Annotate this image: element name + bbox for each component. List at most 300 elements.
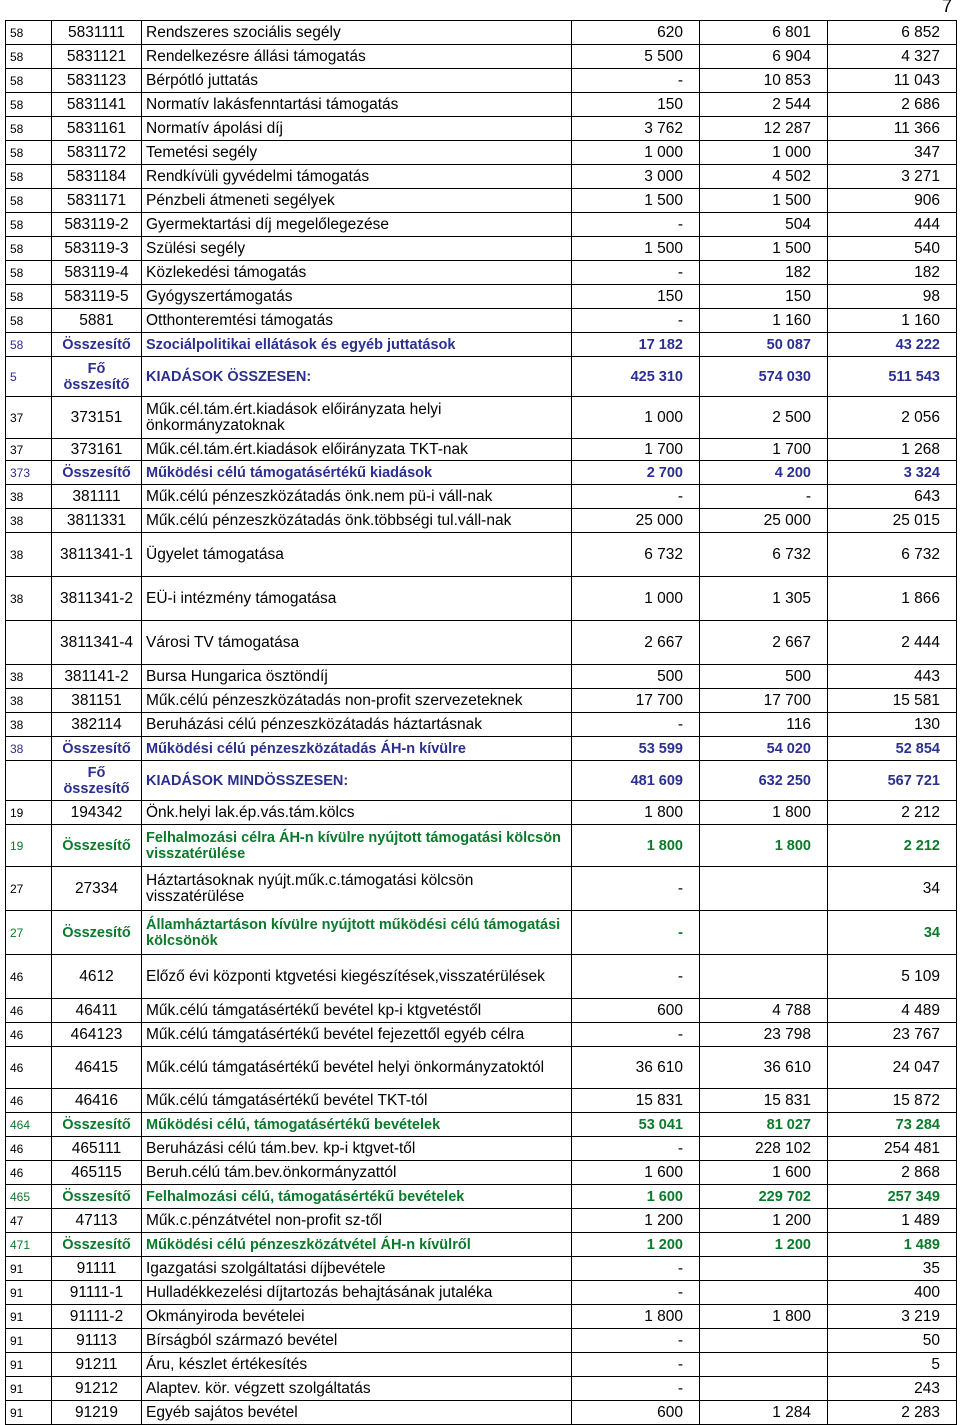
cell-group: 38 — [6, 665, 52, 689]
cell-description: Otthonteremtési támogatás — [142, 309, 572, 333]
table-row — [6, 1113, 957, 1137]
cell-value-1: 600 — [572, 999, 700, 1023]
cell-value-1: 53 599 — [572, 737, 700, 761]
cell-group: 38 — [6, 689, 52, 713]
cell-description: Temetési segély — [142, 141, 572, 165]
cell-value-2 — [700, 911, 828, 955]
cell-description: Gyógyszertámogatás — [142, 285, 572, 309]
cell-value-3: 643 — [828, 485, 957, 509]
cell-group: 471 — [6, 1233, 52, 1257]
cell-value-2 — [700, 867, 828, 911]
cell-description: KIADÁSOK ÖSSZESEN: — [142, 357, 572, 397]
cell-code: 583119-5 — [52, 285, 142, 309]
table-row — [6, 1185, 957, 1209]
cell-value-3: 11 366 — [828, 117, 957, 141]
table-row — [6, 309, 957, 333]
cell-value-1: 17 700 — [572, 689, 700, 713]
cell-code: 47113 — [52, 1209, 142, 1233]
table-row — [6, 261, 957, 285]
cell-description: Bérpótló juttatás — [142, 69, 572, 93]
cell-description: Közlekedési támogatás — [142, 261, 572, 285]
table-row — [6, 1305, 957, 1329]
cell-value-1: 481 609 — [572, 761, 700, 801]
cell-code: 373151 — [52, 397, 142, 439]
cell-group: 27 — [6, 911, 52, 955]
cell-value-1: - — [572, 955, 700, 999]
table-row — [6, 577, 957, 621]
cell-group: 58 — [6, 165, 52, 189]
cell-value-1: 150 — [572, 285, 700, 309]
cell-group: 37 — [6, 439, 52, 461]
cell-value-3: 2 868 — [828, 1161, 957, 1185]
cell-group — [6, 621, 52, 665]
cell-value-2: 504 — [700, 213, 828, 237]
cell-description: Alaptev. kör. végzett szolgáltatás — [142, 1377, 572, 1401]
cell-value-2: 182 — [700, 261, 828, 285]
cell-group: 91 — [6, 1377, 52, 1401]
table-row — [6, 21, 957, 45]
cell-description: Hulladékkezelési díjtartozás behajtásának jutaléka — [142, 1281, 572, 1305]
table-row — [6, 1377, 957, 1401]
cell-code: 583119-3 — [52, 237, 142, 261]
cell-group: 58 — [6, 93, 52, 117]
cell-description: Egyéb sajátos bevétel — [142, 1401, 572, 1425]
cell-value-1: - — [572, 1257, 700, 1281]
cell-description: Műk.célú pénzeszközátadás önk.többségi tul.váll-nak — [142, 509, 572, 533]
cell-value-2: 500 — [700, 665, 828, 689]
cell-group: 58 — [6, 285, 52, 309]
cell-group: 58 — [6, 213, 52, 237]
cell-description: Gyermektartási díj megelőlegezése — [142, 213, 572, 237]
cell-value-3: 98 — [828, 285, 957, 309]
cell-value-3: 1 489 — [828, 1209, 957, 1233]
cell-description: Pénzbeli átmeneti segélyek — [142, 189, 572, 213]
cell-value-2: 2 667 — [700, 621, 828, 665]
cell-group: 58 — [6, 261, 52, 285]
cell-value-3: 2 444 — [828, 621, 957, 665]
cell-value-3: 2 056 — [828, 397, 957, 439]
cell-code: Összesítő — [52, 737, 142, 761]
cell-group: 46 — [6, 955, 52, 999]
cell-code: 465111 — [52, 1137, 142, 1161]
cell-group: 38 — [6, 737, 52, 761]
cell-value-1: - — [572, 69, 700, 93]
cell-value-3: 15 872 — [828, 1089, 957, 1113]
cell-description: Beruházási célú tám.bev. kp-i ktgvet-től — [142, 1137, 572, 1161]
cell-value-3: 444 — [828, 213, 957, 237]
table-row — [6, 713, 957, 737]
table-row — [6, 801, 957, 825]
cell-value-1: - — [572, 713, 700, 737]
cell-group: 47 — [6, 1209, 52, 1233]
cell-description: Bursa Hungarica ösztöndíj — [142, 665, 572, 689]
cell-value-3: 34 — [828, 867, 957, 911]
cell-code: 5831184 — [52, 165, 142, 189]
cell-value-1: 620 — [572, 21, 700, 45]
cell-value-1: 3 000 — [572, 165, 700, 189]
cell-code: Összesítő — [52, 461, 142, 485]
cell-value-3: 257 349 — [828, 1185, 957, 1209]
cell-group: 58 — [6, 69, 52, 93]
cell-group: 19 — [6, 801, 52, 825]
cell-description: Városi TV támogatása — [142, 621, 572, 665]
cell-value-3: 443 — [828, 665, 957, 689]
cell-group: 46 — [6, 1023, 52, 1047]
cell-value-2: 4 788 — [700, 999, 828, 1023]
cell-value-2 — [700, 1377, 828, 1401]
cell-value-2: 17 700 — [700, 689, 828, 713]
cell-value-1: 5 500 — [572, 45, 700, 69]
table-row — [6, 689, 957, 713]
cell-group: 46 — [6, 1089, 52, 1113]
cell-code: 3811341-4 — [52, 621, 142, 665]
table-row — [6, 533, 957, 577]
cell-value-3: 2 212 — [828, 825, 957, 867]
cell-value-1: 1 500 — [572, 189, 700, 213]
cell-value-2: 1 700 — [700, 439, 828, 461]
cell-value-1: - — [572, 485, 700, 509]
cell-code: Összesítő — [52, 911, 142, 955]
cell-value-1: - — [572, 867, 700, 911]
cell-value-2: 4 200 — [700, 461, 828, 485]
cell-code: 464123 — [52, 1023, 142, 1047]
cell-group: 46 — [6, 1137, 52, 1161]
cell-group: 58 — [6, 45, 52, 69]
cell-value-3: 2 686 — [828, 93, 957, 117]
cell-description: Előző évi központi ktgvetési kiegészítések,visszatérülések — [142, 955, 572, 999]
table-row — [6, 165, 957, 189]
cell-value-1: 500 — [572, 665, 700, 689]
cell-value-2: 632 250 — [700, 761, 828, 801]
cell-group: 91 — [6, 1281, 52, 1305]
cell-value-3: 3 324 — [828, 461, 957, 485]
cell-value-2: 10 853 — [700, 69, 828, 93]
table-row — [6, 397, 957, 439]
cell-value-3: 6 732 — [828, 533, 957, 577]
cell-value-1: 1 800 — [572, 1305, 700, 1329]
cell-description: Beruházási célú pénzeszközátadás háztartásnak — [142, 713, 572, 737]
cell-value-1: - — [572, 1023, 700, 1047]
cell-value-3: 24 047 — [828, 1047, 957, 1089]
cell-description: Műk.célú támgatásértékű bevétel helyi önkormányzatoktól — [142, 1047, 572, 1089]
cell-group — [6, 761, 52, 801]
cell-group: 38 — [6, 713, 52, 737]
cell-code: 5831121 — [52, 45, 142, 69]
cell-code: Fő összesítő — [52, 357, 142, 397]
cell-value-2: 81 027 — [700, 1113, 828, 1137]
table-row — [6, 1089, 957, 1113]
cell-code: 5831172 — [52, 141, 142, 165]
cell-value-1: 1 000 — [572, 397, 700, 439]
cell-value-3: 243 — [828, 1377, 957, 1401]
cell-value-1: 2 700 — [572, 461, 700, 485]
cell-description: Háztartásoknak nyújt.műk.c.támogatási kölcsön visszatérülése — [142, 867, 572, 911]
cell-value-2: 1 800 — [700, 825, 828, 867]
cell-code: 46416 — [52, 1089, 142, 1113]
cell-value-3: 2 212 — [828, 801, 957, 825]
cell-value-2: 6 904 — [700, 45, 828, 69]
cell-value-1: 25 000 — [572, 509, 700, 533]
cell-value-3: 254 481 — [828, 1137, 957, 1161]
cell-value-1: - — [572, 911, 700, 955]
cell-value-2: 6 732 — [700, 533, 828, 577]
cell-value-1: - — [572, 1377, 700, 1401]
cell-code: 465115 — [52, 1161, 142, 1185]
cell-value-2: 1 800 — [700, 1305, 828, 1329]
cell-value-1: - — [572, 261, 700, 285]
cell-value-2: 1 800 — [700, 801, 828, 825]
table-row — [6, 621, 957, 665]
cell-group: 91 — [6, 1329, 52, 1353]
cell-value-2: 1 200 — [700, 1209, 828, 1233]
cell-value-2: 116 — [700, 713, 828, 737]
cell-description: Igazgatási szolgáltatási díjbevétele — [142, 1257, 572, 1281]
cell-code: 46411 — [52, 999, 142, 1023]
cell-value-1: 425 310 — [572, 357, 700, 397]
cell-description: Rendelkezésre állási támogatás — [142, 45, 572, 69]
cell-value-3: 511 543 — [828, 357, 957, 397]
cell-value-3: 3 219 — [828, 1305, 957, 1329]
cell-description: Műk.c.pénzátvétel non-profit sz-től — [142, 1209, 572, 1233]
cell-value-2: 54 020 — [700, 737, 828, 761]
cell-code: 91111 — [52, 1257, 142, 1281]
cell-value-1: 1 200 — [572, 1209, 700, 1233]
cell-group: 58 — [6, 141, 52, 165]
table-row — [6, 141, 957, 165]
cell-code: 381111 — [52, 485, 142, 509]
page-number: 7 — [941, 0, 952, 16]
cell-code: 5831161 — [52, 117, 142, 141]
cell-group: 37 — [6, 397, 52, 439]
cell-description: KIADÁSOK MINDÖSSZESEN: — [142, 761, 572, 801]
cell-description: Műk.célú támgatásértékű bevétel TKT-tól — [142, 1089, 572, 1113]
table-row — [6, 1329, 957, 1353]
table-row — [6, 1401, 957, 1425]
cell-group: 58 — [6, 237, 52, 261]
cell-value-1: - — [572, 1353, 700, 1377]
table-row — [6, 285, 957, 309]
cell-code: 583119-4 — [52, 261, 142, 285]
cell-description: Felhalmozási célú, támogatásértékű bevételek — [142, 1185, 572, 1209]
cell-value-1: - — [572, 309, 700, 333]
cell-description: Normatív lakásfenntartási támogatás — [142, 93, 572, 117]
cell-code: 381151 — [52, 689, 142, 713]
cell-value-2: 1 500 — [700, 189, 828, 213]
cell-value-3: 567 721 — [828, 761, 957, 801]
cell-value-1: - — [572, 1137, 700, 1161]
cell-value-3: 6 852 — [828, 21, 957, 45]
cell-code: 91111-1 — [52, 1281, 142, 1305]
cell-value-3: 130 — [828, 713, 957, 737]
cell-value-2 — [700, 1281, 828, 1305]
cell-group: 91 — [6, 1305, 52, 1329]
cell-value-3: 2 283 — [828, 1401, 957, 1425]
cell-value-1: 2 667 — [572, 621, 700, 665]
cell-group: 38 — [6, 577, 52, 621]
table-row — [6, 999, 957, 1023]
cell-value-1: 6 732 — [572, 533, 700, 577]
cell-value-1: - — [572, 213, 700, 237]
table-row — [6, 1047, 957, 1089]
cell-value-1: 15 831 — [572, 1089, 700, 1113]
table-row — [6, 1233, 957, 1257]
cell-value-2: 2 500 — [700, 397, 828, 439]
cell-code: 5831111 — [52, 21, 142, 45]
cell-group: 91 — [6, 1401, 52, 1425]
cell-value-2: 574 030 — [700, 357, 828, 397]
cell-value-3: 1 160 — [828, 309, 957, 333]
table-row — [6, 825, 957, 867]
cell-value-2: 23 798 — [700, 1023, 828, 1047]
cell-value-3: 52 854 — [828, 737, 957, 761]
table-row — [6, 45, 957, 69]
cell-value-2: 50 087 — [700, 333, 828, 357]
table-row — [6, 955, 957, 999]
cell-value-2: 1 600 — [700, 1161, 828, 1185]
cell-description: Beruh.célú tám.bev.önkormányzattól — [142, 1161, 572, 1185]
cell-description: Rendkívüli gyvédelmi támogatás — [142, 165, 572, 189]
cell-group: 19 — [6, 825, 52, 867]
cell-description: Normatív ápolási díj — [142, 117, 572, 141]
cell-group: 46 — [6, 1047, 52, 1089]
table-row — [6, 357, 957, 397]
cell-group: 46 — [6, 1161, 52, 1185]
cell-value-1: 150 — [572, 93, 700, 117]
cell-code: 3811341-2 — [52, 577, 142, 621]
cell-code: Összesítő — [52, 333, 142, 357]
cell-value-2: - — [700, 485, 828, 509]
cell-value-2: 1 305 — [700, 577, 828, 621]
cell-code: 91111-2 — [52, 1305, 142, 1329]
cell-group: 46 — [6, 999, 52, 1023]
cell-code: 91219 — [52, 1401, 142, 1425]
cell-code: 5831171 — [52, 189, 142, 213]
cell-value-3: 5 — [828, 1353, 957, 1377]
cell-value-2: 15 831 — [700, 1089, 828, 1113]
cell-description: Szociálpolitikai ellátások és egyéb juttatások — [142, 333, 572, 357]
cell-code: 381141-2 — [52, 665, 142, 689]
cell-description: Működési célú pénzeszközátvétel ÁH-n kívülről — [142, 1233, 572, 1257]
cell-description: Okmányiroda bevételei — [142, 1305, 572, 1329]
cell-value-1: 1 000 — [572, 141, 700, 165]
cell-code: 27334 — [52, 867, 142, 911]
cell-value-2: 228 102 — [700, 1137, 828, 1161]
table-row — [6, 1209, 957, 1233]
cell-group: 91 — [6, 1257, 52, 1281]
cell-value-2: 12 287 — [700, 117, 828, 141]
cell-description: Államháztartáson kívülre nyújtott működési célú támogatási kölcsönök — [142, 911, 572, 955]
cell-value-3: 23 767 — [828, 1023, 957, 1047]
cell-description: Ügyelet támogatása — [142, 533, 572, 577]
table-row — [6, 911, 957, 955]
cell-value-3: 1 866 — [828, 577, 957, 621]
cell-description: Műk.cél.tám.ért.kiadások előirányzata helyi önkormányzatoknak — [142, 397, 572, 439]
cell-value-1: 1 500 — [572, 237, 700, 261]
cell-code: 91212 — [52, 1377, 142, 1401]
cell-value-3: 11 043 — [828, 69, 957, 93]
cell-value-1: 1 200 — [572, 1233, 700, 1257]
cell-value-1: - — [572, 1281, 700, 1305]
cell-value-2 — [700, 1353, 828, 1377]
cell-code: 373161 — [52, 439, 142, 461]
cell-value-3: 34 — [828, 911, 957, 955]
cell-group: 58 — [6, 309, 52, 333]
cell-code: 583119-2 — [52, 213, 142, 237]
cell-code: 91211 — [52, 1353, 142, 1377]
cell-description: Bírságból származó bevétel — [142, 1329, 572, 1353]
cell-value-2: 36 610 — [700, 1047, 828, 1089]
table-row — [6, 461, 957, 485]
cell-value-1: 1 600 — [572, 1161, 700, 1185]
cell-value-1: 1 600 — [572, 1185, 700, 1209]
cell-code: Fő összesítő — [52, 761, 142, 801]
cell-value-2: 1 500 — [700, 237, 828, 261]
cell-value-3: 1 268 — [828, 439, 957, 461]
cell-group: 5 — [6, 357, 52, 397]
cell-value-1: 36 610 — [572, 1047, 700, 1089]
cell-value-1: 1 700 — [572, 439, 700, 461]
cell-value-2: 25 000 — [700, 509, 828, 533]
cell-value-1: 600 — [572, 1401, 700, 1425]
table-row — [6, 1137, 957, 1161]
cell-code: 91113 — [52, 1329, 142, 1353]
cell-value-1: 53 041 — [572, 1113, 700, 1137]
table-row — [6, 213, 957, 237]
table-row — [6, 737, 957, 761]
cell-description: Önk.helyi lak.ép.vás.tám.kölcs — [142, 801, 572, 825]
cell-group: 38 — [6, 509, 52, 533]
cell-value-3: 3 271 — [828, 165, 957, 189]
cell-description: Műk.célú támgatásértékű bevétel fejezettől egyéb célra — [142, 1023, 572, 1047]
table-row — [6, 69, 957, 93]
cell-description: Működési célú pénzeszközátadás ÁH-n kívülre — [142, 737, 572, 761]
cell-description: Műk.cél.tám.ért.kiadások előirányzata TKT-nak — [142, 439, 572, 461]
cell-description: EÜ-i intézmény támogatása — [142, 577, 572, 621]
cell-group: 58 — [6, 117, 52, 141]
cell-value-2 — [700, 1329, 828, 1353]
cell-group: 373 — [6, 461, 52, 485]
cell-value-3: 43 222 — [828, 333, 957, 357]
cell-description: Felhalmozási célra ÁH-n kívülre nyújtott támogatási kölcsön visszatérülése — [142, 825, 572, 867]
cell-code: 3811331 — [52, 509, 142, 533]
cell-value-3: 1 489 — [828, 1233, 957, 1257]
cell-value-2: 229 702 — [700, 1185, 828, 1209]
budget-table — [5, 20, 957, 1425]
cell-code: 3811341-1 — [52, 533, 142, 577]
cell-value-2: 1 160 — [700, 309, 828, 333]
cell-value-2 — [700, 955, 828, 999]
cell-value-1: 17 182 — [572, 333, 700, 357]
cell-description: Működési célú, támogatásértékű bevételek — [142, 1113, 572, 1137]
cell-value-3: 4 327 — [828, 45, 957, 69]
cell-value-3: 25 015 — [828, 509, 957, 533]
cell-code: 194342 — [52, 801, 142, 825]
cell-description: Műk.célú pénzeszközátadás non-profit szervezeteknek — [142, 689, 572, 713]
cell-value-3: 35 — [828, 1257, 957, 1281]
table-row — [6, 867, 957, 911]
table-row — [6, 1281, 957, 1305]
cell-group: 91 — [6, 1353, 52, 1377]
cell-group: 58 — [6, 189, 52, 213]
cell-group: 38 — [6, 485, 52, 509]
table-row — [6, 1161, 957, 1185]
cell-group: 464 — [6, 1113, 52, 1137]
cell-description: Műk.célú pénzeszközátadás önk.nem pü-i váll-nak — [142, 485, 572, 509]
cell-value-1: 1 000 — [572, 577, 700, 621]
table-row — [6, 189, 957, 213]
cell-value-1: - — [572, 1329, 700, 1353]
table-row — [6, 237, 957, 261]
